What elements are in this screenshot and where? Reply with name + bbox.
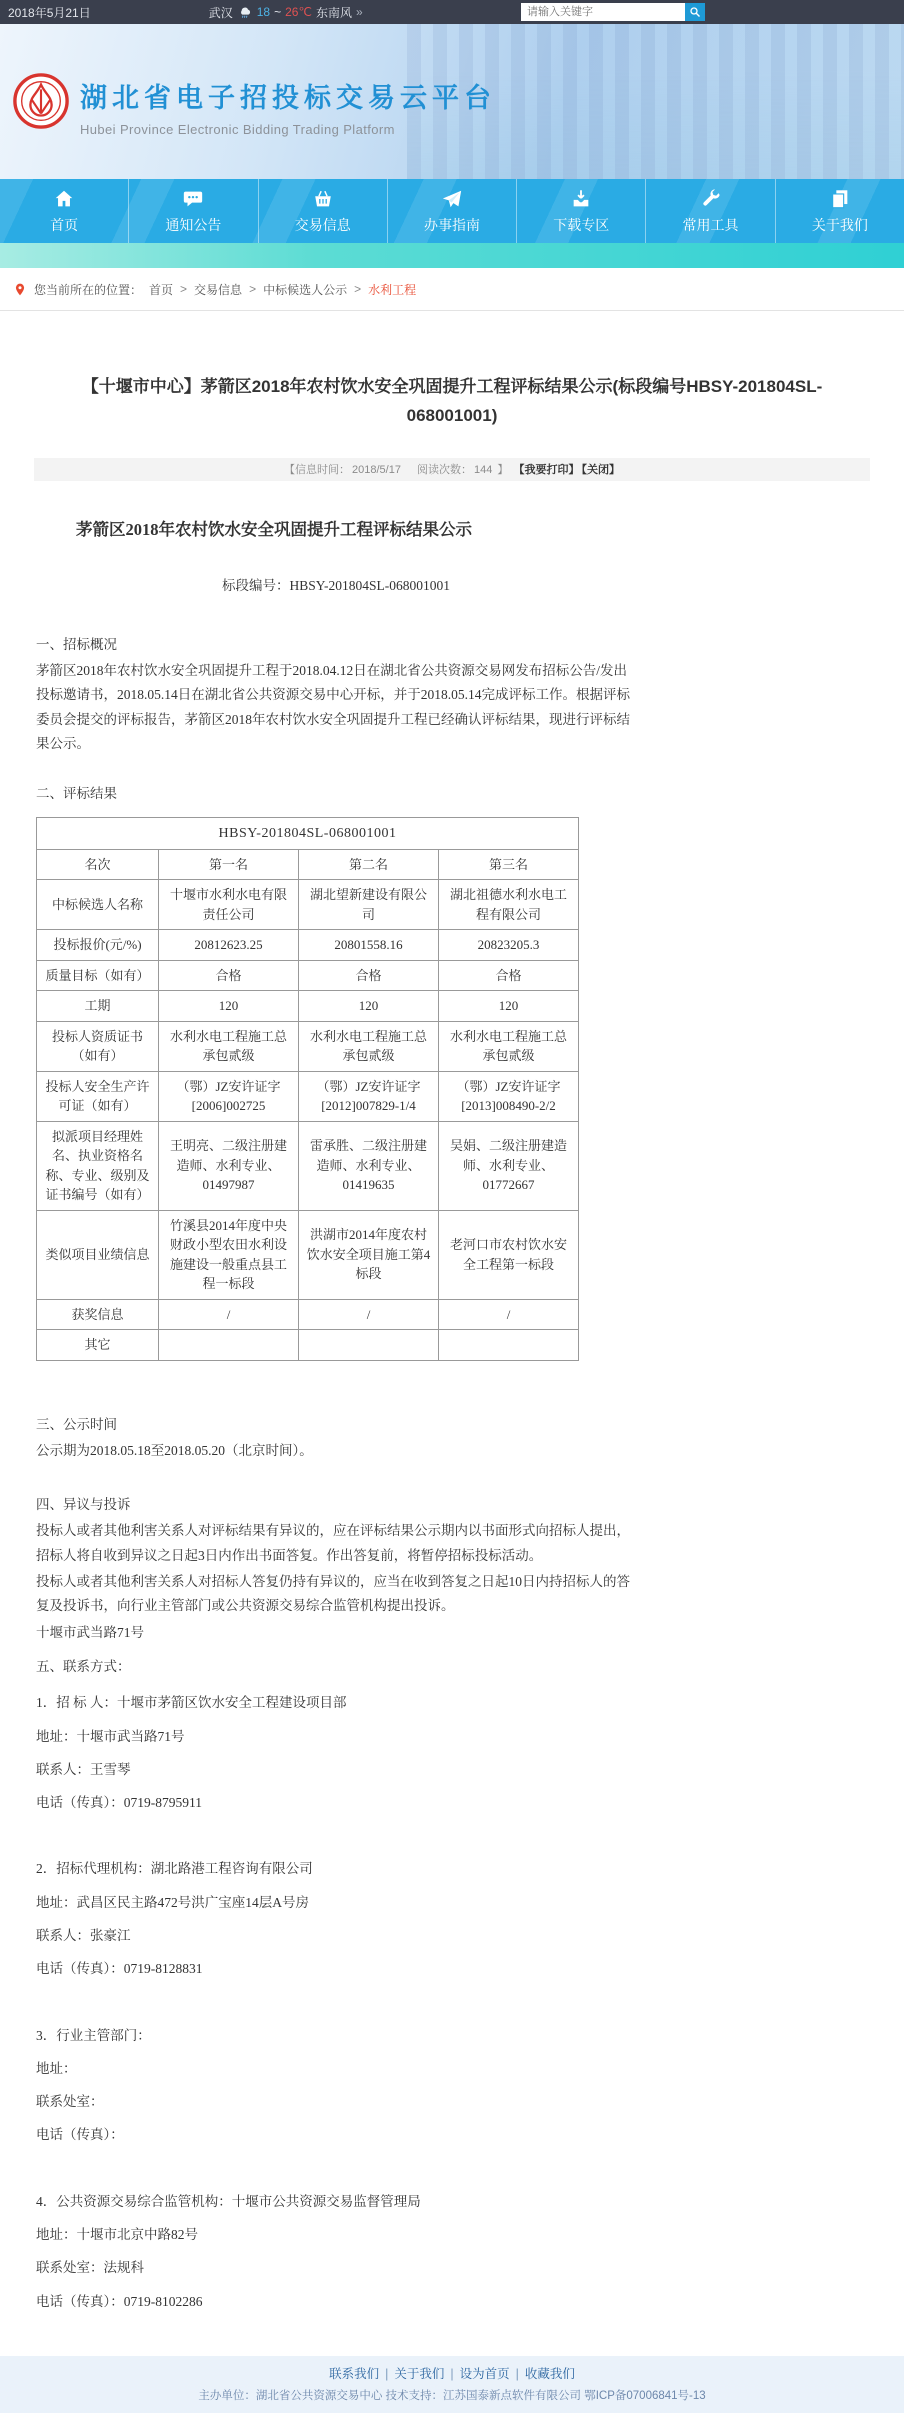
section1-title: 一、招标概况 <box>36 636 117 652</box>
basket-icon <box>312 188 334 210</box>
nav-label: 交易信息 <box>294 216 351 233</box>
info-time-label: 【信息时间： <box>284 463 350 476</box>
contact-line: 地址：十堰市武当路71号 <box>36 1728 185 1744</box>
row-label: 名次 <box>37 849 159 880</box>
wrench-icon <box>700 188 722 210</box>
footer-link-homepage[interactable]: 设为首页 <box>459 2366 510 2381</box>
article-title: 【十堰市中心】茅箭区2018年农村饮水安全巩固提升工程评标结果公示(标段编号HBSY-201804SL-068001001) <box>81 377 823 425</box>
weather-widget <box>209 4 363 21</box>
table-row <box>37 930 579 961</box>
section3-title: 三、公示时间 <box>36 1416 117 1432</box>
table-row <box>37 1210 579 1299</box>
location-pin-icon <box>13 281 27 298</box>
table-row <box>37 880 579 930</box>
row-label: 类似项目业绩信息 <box>37 1210 159 1299</box>
cell: 120 <box>299 991 439 1022</box>
section4-paragraph3: 十堰市武当路71号 <box>36 1624 144 1640</box>
nav-item-downloads[interactable] <box>516 179 645 243</box>
nav-label: 首页 <box>50 216 79 233</box>
meta-bracket: 】 <box>497 463 509 476</box>
rain-cloud-icon <box>237 4 253 20</box>
cell: 20823205.3 <box>439 930 579 961</box>
contact-block-agency <box>36 1857 636 1981</box>
close-button[interactable]: 【关闭】 <box>581 463 620 476</box>
section1-text: 茅箭区2018年农村饮水安全巩固提升工程于2018.04.12日在湖北省公共资源交易网发布招标公告/发出投标邀请书，2018.05.14日在湖北省公共资源交易中心开标，并于2018.05.14完成评标工作。根据评标委员会提交的评标报告，茅箭区2018年农村饮水安全巩固提升工程已经确认评标结果，现进行评标结果公示。 <box>36 663 630 751</box>
footer-link-separator: | <box>385 2366 389 2381</box>
article-meta-bar <box>34 458 870 481</box>
section4-paragraph2: 投标人或者其他利害关系人对招标人答复仍持有异议的，应当在收到答复之日起10日内持招标人的答复及投诉书，向行业主管部门或公共资源交易综合监管机构提出投诉。 <box>36 1574 630 1614</box>
cell: （鄂）JZ安许证字[2006]002725 <box>159 1071 299 1121</box>
info-time: 2018/5/17 <box>352 463 401 476</box>
footer-link-separator: | <box>515 2366 519 2381</box>
breadcrumb-separator: > <box>180 282 188 296</box>
evaluation-results-table <box>36 817 579 1361</box>
cell: / <box>299 1299 439 1330</box>
site-title-block <box>80 76 496 137</box>
chat-icon <box>182 188 204 210</box>
document-heading: 茅箭区2018年农村饮水安全巩固提升工程评标结果公示 <box>76 519 472 539</box>
breadcrumb-prefix: 您当前所在的位置： <box>34 282 143 297</box>
search-bar <box>521 3 705 21</box>
table-row <box>37 817 579 849</box>
table-row <box>37 1121 579 1210</box>
table-row <box>37 1330 579 1361</box>
teal-decorative-strip <box>0 243 904 268</box>
site-header-banner <box>0 24 904 179</box>
breadcrumb-home[interactable]: 首页 <box>149 282 174 297</box>
cell: 120 <box>439 991 579 1022</box>
nav-label: 关于我们 <box>811 216 868 233</box>
temp-low: 18 <box>256 5 271 19</box>
section4-paragraph1: 投标人或者其他利害关系人对评标结果有异议的，应在评标结果公示期内以书面形式向招标人提出，招标人将自收到异议之日起3日内作出书面答复。作出答复前，将暂停招标投标活动。 <box>36 1523 630 1563</box>
nav-item-tools[interactable] <box>645 179 774 243</box>
contact-line: 3．行业主管部门： <box>36 2027 151 2043</box>
site-title-english: Hubei Province Electronic Bidding Trading Platform <box>80 122 395 137</box>
row-label: 质量目标（如有） <box>37 960 159 991</box>
nav-item-trade-info[interactable] <box>258 179 387 243</box>
table-span-header: HBSY-201804SL-068001001 <box>37 817 579 849</box>
weather-city: 武汉 <box>208 5 233 20</box>
footer-link-favorite[interactable]: 收藏我们 <box>524 2366 575 2381</box>
cell: 雷承胜、二级注册建造师、水利专业、01419635 <box>299 1121 439 1210</box>
cell: 第二名 <box>299 849 439 880</box>
site-logo <box>12 72 70 130</box>
cell <box>159 1330 299 1361</box>
row-label: 获奖信息 <box>37 1299 159 1330</box>
table-row <box>37 1071 579 1121</box>
contact-line: 电话（传真）：0719-8102286 <box>36 2293 203 2309</box>
breadcrumb <box>0 268 904 311</box>
contact-block-authority <box>36 2024 636 2148</box>
top-bar <box>0 0 904 24</box>
cell: 合格 <box>439 960 579 991</box>
cell: （鄂）JZ安许证字[2012]007829-1/4 <box>299 1071 439 1121</box>
table-row <box>37 1021 579 1071</box>
section-number: 标段编号：HBSY-201804SL-068001001 <box>221 578 450 594</box>
nav-label: 通知公告 <box>165 216 222 233</box>
table-row <box>37 849 579 880</box>
cell: 湖北祖德水利水电工程有限公司 <box>439 880 579 930</box>
current-date: 2018年5月21日 <box>8 5 91 20</box>
cell: （鄂）JZ安许证字[2013]008490-2/2 <box>439 1071 579 1121</box>
nav-item-about[interactable] <box>775 179 904 243</box>
contact-block-bidder <box>36 1691 636 1815</box>
search-button[interactable] <box>685 3 705 21</box>
cell: / <box>159 1299 299 1330</box>
cell <box>439 1330 579 1361</box>
table-row <box>37 991 579 1022</box>
wind-direction: 东南风 <box>315 5 352 20</box>
cell: 20812623.25 <box>159 930 299 961</box>
cell: 吴娟、二级注册建造师、水利专业、01772667 <box>439 1121 579 1210</box>
footer-link-separator: | <box>450 2366 454 2381</box>
nav-item-notices[interactable] <box>128 179 257 243</box>
footer-info: 主办单位：湖北省公共资源交易中心 技术支持：江苏国泰新点软件有限公司 鄂ICP备07006841号-13 <box>198 2389 706 2402</box>
table-row <box>37 1299 579 1330</box>
cell: 十堰市水利水电有限责任公司 <box>159 880 299 930</box>
cell: 合格 <box>299 960 439 991</box>
cell: 湖北望新建设有限公司 <box>299 880 439 930</box>
cell: / <box>439 1299 579 1330</box>
section5-title: 五、联系方式： <box>36 1658 131 1674</box>
cell: 竹溪县2014年度中央财政小型农田水利设施建设一般重点县工程一标段 <box>159 1210 299 1299</box>
cell <box>299 1330 439 1361</box>
cell: 20801558.16 <box>299 930 439 961</box>
section2-title: 二、评标结果 <box>36 786 117 802</box>
contact-line: 联系处室：法规科 <box>36 2260 144 2276</box>
table-row <box>37 960 579 991</box>
footer-links <box>0 2364 904 2382</box>
footer <box>0 2356 904 2413</box>
breadcrumb-separator: > <box>354 282 362 296</box>
cell: 120 <box>159 991 299 1022</box>
section4-title: 四、异议与投诉 <box>36 1497 131 1513</box>
contact-line: 4．公共资源交易综合监管机构：十堰市公共资源交易监督管理局 <box>36 2193 421 2209</box>
contact-line: 地址： <box>36 2060 77 2076</box>
cell: 水利水电工程施工总承包贰级 <box>159 1021 299 1071</box>
row-label: 投标人资质证书（如有） <box>37 1021 159 1071</box>
contact-line: 1．招 标 人：十堰市茅箭区饮水安全工程建设项目部 <box>36 1695 347 1711</box>
paper-plane-icon <box>441 188 463 210</box>
cell: 第一名 <box>159 849 299 880</box>
contact-line: 地址：十堰市北京中路82号 <box>36 2227 198 2243</box>
weather-more-link[interactable]: » <box>355 5 363 19</box>
contact-block-supervisor <box>36 2190 636 2314</box>
cell: 水利水电工程施工总承包贰级 <box>299 1021 439 1071</box>
row-label: 工期 <box>37 991 159 1022</box>
contact-line: 电话（传真）： <box>36 2127 124 2143</box>
contact-line: 电话（传真）：0719-8795911 <box>36 1795 202 1811</box>
search-input[interactable] <box>521 3 685 21</box>
cell: 第三名 <box>439 849 579 880</box>
section3-text: 公示期为2018.05.18至2018.05.20（北京时间）。 <box>36 1442 313 1458</box>
temp-separator: ~ <box>274 5 282 19</box>
row-label: 投标报价(元/%) <box>37 930 159 961</box>
contact-line: 联系人：张豪江 <box>36 1928 131 1943</box>
site-title: 湖北省电子招投标交易云平台 <box>80 83 496 113</box>
print-button[interactable]: 【我要打印】 <box>513 463 580 476</box>
read-count-label: 阅读次数： <box>417 463 472 476</box>
main-navigation <box>0 179 904 243</box>
breadcrumb-trade-info[interactable]: 交易信息 <box>194 282 243 297</box>
row-label: 其它 <box>37 1330 159 1361</box>
cell: 老河口市农村饮水安全工程第一标段 <box>439 1210 579 1299</box>
cell: 王明亮、二级注册建造师、水利专业、01497987 <box>159 1121 299 1210</box>
contact-line: 2．招标代理机构：湖北路港工程咨询有限公司 <box>36 1861 313 1877</box>
contact-line: 地址：武昌区民主路472号洪广宝座14层A号房 <box>36 1894 309 1910</box>
row-label: 拟派项目经理姓名、执业资格名称、专业、级别及证书编号（如有） <box>37 1121 159 1210</box>
download-icon <box>570 188 592 210</box>
cell: 水利水电工程施工总承包贰级 <box>439 1021 579 1071</box>
read-count: 144 <box>474 463 493 476</box>
row-label: 中标候选人名称 <box>37 880 159 930</box>
contact-line: 联系人：王雪琴 <box>36 1761 131 1777</box>
footer-link-contact[interactable]: 联系我们 <box>329 2366 380 2381</box>
breadcrumb-current: 水利工程 <box>368 282 417 297</box>
temp-high: 26℃ <box>285 5 312 19</box>
nav-label: 下载专区 <box>553 216 610 233</box>
home-icon <box>53 188 75 210</box>
footer-link-about[interactable]: 关于我们 <box>394 2366 445 2381</box>
breadcrumb-separator: > <box>249 282 257 296</box>
contact-line: 电话（传真）：0719-8128831 <box>36 1961 203 1977</box>
nav-label: 常用工具 <box>682 216 739 233</box>
nav-item-home[interactable] <box>0 179 128 243</box>
cell: 合格 <box>159 960 299 991</box>
documents-icon <box>829 188 851 210</box>
search-icon <box>689 6 701 18</box>
cell: 洪湖市2014年度农村饮水安全项目施工第4标段 <box>299 1210 439 1299</box>
row-label: 投标人安全生产许可证（如有） <box>37 1071 159 1121</box>
nav-item-guide[interactable] <box>387 179 516 243</box>
breadcrumb-candidates[interactable]: 中标候选人公示 <box>263 282 348 297</box>
contact-line: 联系处室： <box>36 2094 104 2110</box>
article-body <box>36 515 636 2314</box>
nav-label: 办事指南 <box>423 216 480 233</box>
